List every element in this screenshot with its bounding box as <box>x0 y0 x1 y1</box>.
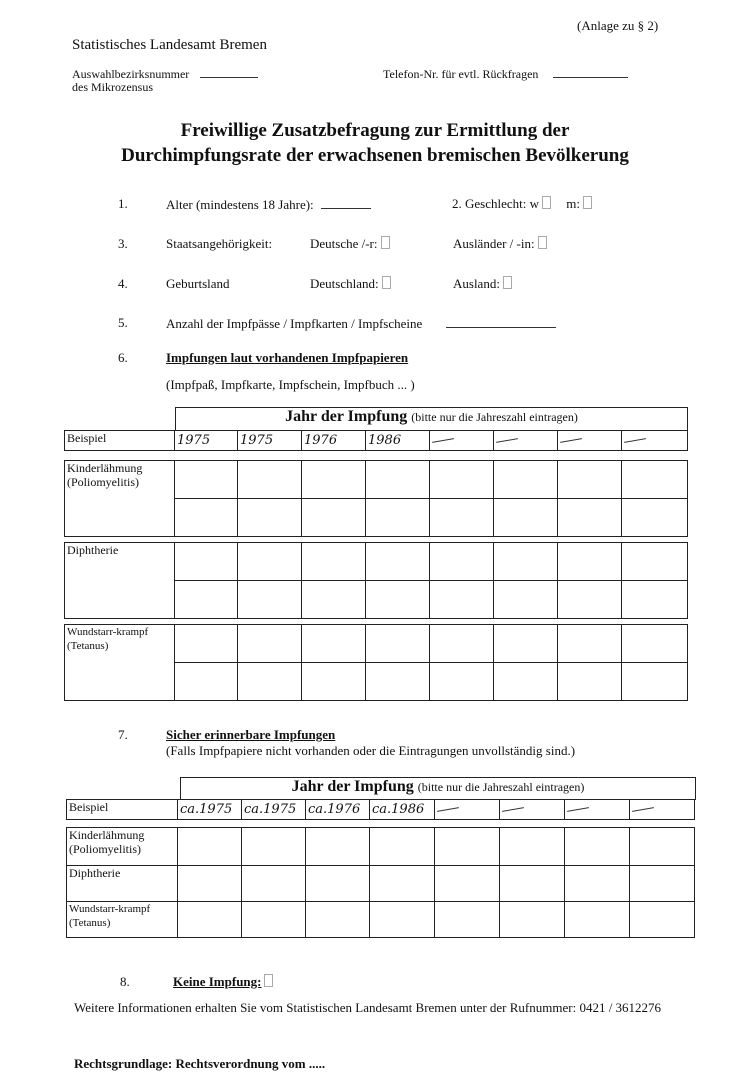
table2-header: Jahr der Impfung (bitte nur die Jahreszahl eintragen) <box>180 777 696 800</box>
table1-example-label: Beispiel <box>65 431 175 451</box>
table1-example-value: 1975 <box>238 431 302 451</box>
q7-label: Sicher erinnerbare Impfungen <box>166 727 336 742</box>
year-cell[interactable] <box>175 625 238 663</box>
year-cell[interactable] <box>435 902 500 938</box>
year-cell[interactable] <box>302 461 366 499</box>
table1-row-label: Wundstarr-krampf (Tetanus) <box>65 625 175 701</box>
year-cell[interactable] <box>565 866 630 902</box>
q5-label: Anzahl der Impfpässe / Impfkarten / Impfscheine <box>166 315 556 332</box>
q7-subtitle: (Falls Impfpapiere nicht vorhanden oder die Eintragungen unvollständig sind.) <box>166 743 576 758</box>
year-cell[interactable] <box>302 663 366 701</box>
year-cell[interactable] <box>178 866 242 902</box>
year-cell[interactable] <box>558 499 622 537</box>
table2-row-tetanus <box>67 902 695 938</box>
info-text: Weitere Informationen erhalten Sie vom Statistischen Landesamt Bremen unter der Rufnummer: 0421 / 3612276 <box>74 1000 662 1015</box>
table2-row-diphtheria <box>67 866 695 902</box>
year-cell[interactable] <box>558 581 622 619</box>
year-cell[interactable] <box>370 866 435 902</box>
q1-number: 1. <box>118 196 128 211</box>
q6-subtitle: (Impfpaß, Impfkarte, Impfschein, Impfbuch ... ) <box>166 377 415 392</box>
year-cell[interactable] <box>500 902 565 938</box>
gender-w-checkbox[interactable] <box>542 196 551 209</box>
q6-number: 6. <box>118 350 128 365</box>
year-cell[interactable] <box>430 461 494 499</box>
phone-label: Telefon-Nr. für evtl. Rückfragen <box>383 65 628 82</box>
q7-number: 7. <box>118 727 128 742</box>
birthplace-abroad-checkbox[interactable] <box>503 276 512 289</box>
year-cell[interactable] <box>178 828 242 866</box>
nationality-foreign-checkbox[interactable] <box>538 236 547 249</box>
year-cell[interactable] <box>242 902 306 938</box>
no-vaccination-checkbox[interactable] <box>264 974 273 987</box>
table1-header: Jahr der Impfung (bitte nur die Jahreszahl eintragen) <box>175 407 688 431</box>
office-name: Statistisches Landesamt Bremen <box>72 37 267 53</box>
year-cell[interactable] <box>630 828 695 866</box>
table2-example-dash <box>435 800 500 820</box>
year-cell[interactable] <box>302 581 366 619</box>
year-cell[interactable] <box>302 499 366 537</box>
year-cell[interactable] <box>238 543 302 581</box>
year-cell[interactable] <box>558 543 622 581</box>
table2-example-value: ca.1976 <box>306 800 370 820</box>
table1-row-label: Kinderlähmung (Poliomyelitis) <box>65 461 175 537</box>
table1-example-value: 1986 <box>366 431 430 451</box>
year-cell[interactable] <box>622 499 688 537</box>
year-cell[interactable] <box>435 866 500 902</box>
year-cell[interactable] <box>175 581 238 619</box>
table2-example-value: ca.1975 <box>178 800 242 820</box>
year-cell[interactable] <box>366 663 430 701</box>
phone-field[interactable] <box>553 65 628 78</box>
year-cell[interactable] <box>500 828 565 866</box>
birthplace-germany-checkbox[interactable] <box>382 276 391 289</box>
year-cell[interactable] <box>242 866 306 902</box>
table2-example-label: Beispiel <box>67 800 178 820</box>
q3-option-foreign: Ausländer / -in: <box>453 236 547 252</box>
q4-label: Geburtsland <box>166 276 230 291</box>
year-cell[interactable] <box>622 663 688 701</box>
q4-number: 4. <box>118 276 128 291</box>
year-cell[interactable] <box>178 902 242 938</box>
q1-label: Alter (mindestens 18 Jahre): <box>166 196 371 213</box>
document-count-field[interactable] <box>446 315 556 328</box>
year-cell[interactable] <box>370 902 435 938</box>
year-cell[interactable] <box>238 581 302 619</box>
q3-option-german: Deutsche /-r: <box>310 236 390 252</box>
age-field[interactable] <box>321 196 371 209</box>
table1-example-value: 1975 <box>175 431 238 451</box>
annex-reference: (Anlage zu § 2) <box>577 18 659 33</box>
year-cell[interactable] <box>366 499 430 537</box>
year-cell[interactable] <box>494 461 558 499</box>
table2-example-dash <box>500 800 565 820</box>
table2-row-label: Kinderlähmung (Poliomyelitis) <box>67 828 178 866</box>
year-cell[interactable] <box>366 543 430 581</box>
q8-number: 8. <box>120 974 130 989</box>
year-cell[interactable] <box>306 902 370 938</box>
year-cell[interactable] <box>238 625 302 663</box>
q3-number: 3. <box>118 236 128 251</box>
district-number-label: Auswahlbezirksnummer <box>72 65 258 82</box>
nationality-german-checkbox[interactable] <box>381 236 390 249</box>
table1-row-label: Diphtherie <box>65 543 175 619</box>
table1-example-row <box>65 431 688 451</box>
table1-example-dash <box>622 431 688 451</box>
vaccination-table-remembered <box>66 799 695 938</box>
year-cell[interactable] <box>630 866 695 902</box>
table2-example-value: ca.1975 <box>242 800 306 820</box>
year-cell[interactable] <box>500 866 565 902</box>
q4-option-germany: Deutschland: <box>310 276 391 292</box>
year-cell[interactable] <box>565 902 630 938</box>
q2-label: 2. Geschlecht: w m: <box>452 196 592 212</box>
gender-m-checkbox[interactable] <box>583 196 592 209</box>
table1-row-diphtheria <box>65 543 688 581</box>
year-cell[interactable] <box>558 625 622 663</box>
district-number-label-2: des Mikrozensus <box>72 80 153 94</box>
q3-label: Staatsangehörigkeit: <box>166 236 273 251</box>
table2-row-polio <box>67 828 695 866</box>
table2-row-label: Wundstarr-krampf (Tetanus) <box>67 902 178 938</box>
year-cell[interactable] <box>366 625 430 663</box>
year-cell[interactable] <box>622 543 688 581</box>
year-cell[interactable] <box>622 581 688 619</box>
year-cell[interactable] <box>302 625 366 663</box>
district-number-field[interactable] <box>200 65 258 78</box>
year-cell[interactable] <box>430 499 494 537</box>
table1-row-tetanus <box>65 625 688 663</box>
year-cell[interactable] <box>622 461 688 499</box>
table1-row-polio <box>65 461 688 499</box>
year-cell[interactable] <box>494 499 558 537</box>
year-cell[interactable] <box>302 543 366 581</box>
year-cell[interactable] <box>430 543 494 581</box>
year-cell[interactable] <box>565 828 630 866</box>
year-cell[interactable] <box>242 828 306 866</box>
table1-example-value: 1976 <box>302 431 366 451</box>
year-cell[interactable] <box>175 663 238 701</box>
year-cell[interactable] <box>494 663 558 701</box>
q5-number: 5. <box>118 315 128 330</box>
year-cell[interactable] <box>238 461 302 499</box>
table2-example-value: ca.1986 <box>370 800 435 820</box>
form-title-line-2: Durchimpfungsrate der erwachsenen bremischen Bevölkerung <box>121 145 629 166</box>
q4-option-abroad: Ausland: <box>453 276 512 292</box>
year-cell[interactable] <box>494 543 558 581</box>
legal-basis: Rechtsgrundlage: Rechtsverordnung vom ..... <box>74 1056 326 1071</box>
year-cell[interactable] <box>238 663 302 701</box>
table2-example-dash <box>565 800 630 820</box>
year-cell[interactable] <box>430 581 494 619</box>
q8-label: Keine Impfung: <box>173 974 273 990</box>
year-cell[interactable] <box>622 625 688 663</box>
year-cell[interactable] <box>366 461 430 499</box>
year-cell[interactable] <box>494 581 558 619</box>
year-cell[interactable] <box>175 461 238 499</box>
year-cell[interactable] <box>630 902 695 938</box>
q6-label: Impfungen laut vorhandenen Impfpapieren <box>166 350 409 365</box>
table2-example-row <box>67 800 695 820</box>
year-cell[interactable] <box>366 581 430 619</box>
table1-example-dash <box>494 431 558 451</box>
table1-example-dash <box>558 431 622 451</box>
year-cell[interactable] <box>430 625 494 663</box>
year-cell[interactable] <box>306 828 370 866</box>
table2-row-label: Diphtherie <box>67 866 178 902</box>
year-cell[interactable] <box>370 828 435 866</box>
year-cell[interactable] <box>430 663 494 701</box>
table1-example-dash <box>430 431 494 451</box>
year-cell[interactable] <box>238 499 302 537</box>
year-cell[interactable] <box>175 543 238 581</box>
year-cell[interactable] <box>435 828 500 866</box>
table2-example-dash <box>630 800 695 820</box>
year-cell[interactable] <box>175 499 238 537</box>
year-cell[interactable] <box>558 663 622 701</box>
year-cell[interactable] <box>558 461 622 499</box>
year-cell[interactable] <box>306 866 370 902</box>
year-cell[interactable] <box>494 625 558 663</box>
form-title-line-1: Freiwillige Zusatzbefragung zur Ermittlung der <box>180 120 570 141</box>
vaccination-table-documents <box>64 430 688 701</box>
